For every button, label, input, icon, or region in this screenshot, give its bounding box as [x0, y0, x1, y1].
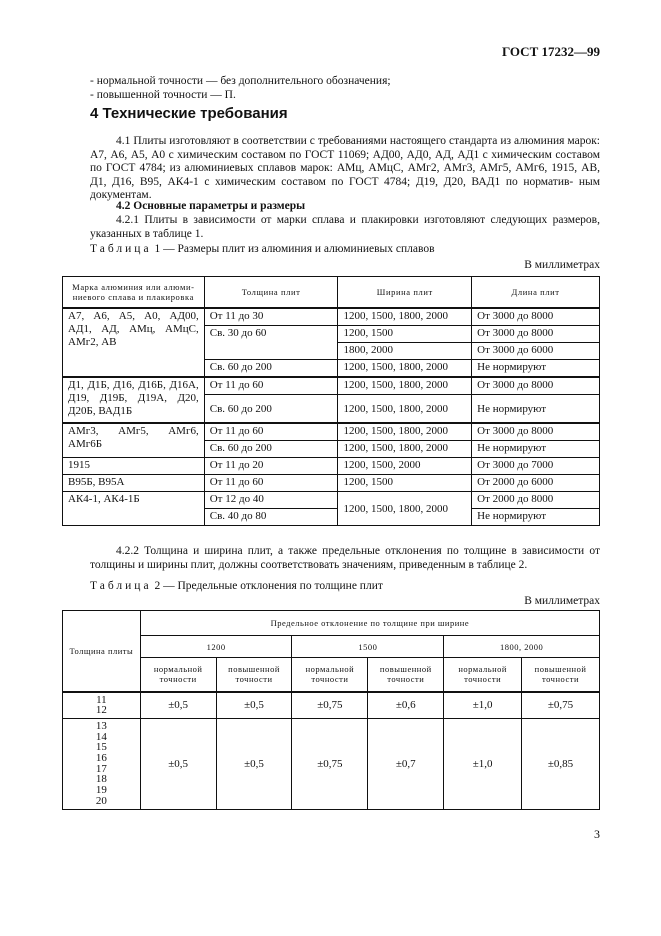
table-header-row	[63, 277, 600, 309]
table-row: 13 14 15 16 17 18 19 20 ±0,5 ±0,5 ±0,75 ±0,7 ±1,0 ±0,85	[63, 718, 600, 809]
grade-cell: В95Б, В95А	[63, 475, 205, 492]
table-1-caption: Таблица 1 — Размеры плит из алюминия и алюминиевых сплавов	[90, 243, 435, 255]
column-header: повышенной точности	[522, 658, 600, 692]
paragraph-4-1: 4.1 Плиты изготовляют в соответствии с требованиями настоящего стандарта из алюминия марок: А7, А6, А5, А0 с химическим составом по ГОСТ 11069; АД00, АД0, АД, АД1 с химическим составом по ГОСТ 4784; из алюминиевых сплавов марок: АМц, АМцС, АМг2, АМг3, АМг5, АМг6, 1915, АВ, Д1, Д16, В95, АК4-1 с химическим составом по ГОСТ 4784; Д19, Д20, ВАД1 по норматив- ным документам.	[90, 135, 601, 201]
table-row: 11 12 ±0,5 ±0,5 ±0,75 ±0,6 ±1,0 ±0,75	[63, 692, 600, 719]
column-header: Ширина плит	[338, 277, 472, 309]
column-header: Толщина плит	[204, 277, 338, 309]
column-header: 1500	[292, 636, 444, 658]
table-2-unit: В миллиметрах	[524, 595, 600, 607]
grade-cell: АМг3, АМг5, АМг6, АМг6Б	[63, 423, 205, 458]
paragraph-4-2-1: 4.2.1 Плиты в зависимости от марки сплава и плакировки изготовляют следующих размеров, указанных в таблице 1.	[90, 214, 600, 240]
table-row: Св. 40 до 80 Не нормируют	[63, 509, 600, 526]
table-row: Св. 30 до 60 1200, 1500 От 3000 до 8000	[63, 326, 600, 343]
table-row: Св. 60 до 200 1200, 1500, 1800, 2000 Не нормируют	[63, 441, 600, 458]
table-row: Св. 60 до 200 1200, 1500, 1800, 2000 Не нормируют	[63, 395, 600, 424]
table-row: АК4-1, АК4-1Б От 12 до 40 1200, 1500, 1800, 2000 От 2000 до 8000	[63, 492, 600, 509]
table-header-row	[63, 658, 600, 692]
table-row: Д1, Д1Б, Д16, Д16Б, Д16А, Д19, Д19Б, Д19А, Д20, Д20Б, ВАД1Б От 11 до 60 1200, 1500, 1800, 2000 От 3000 до 8000	[63, 377, 600, 395]
paragraph-4-2-2: 4.2.2 Толщина и ширина плит, а также предельные отклонения по толщине в зависимости от толщины и ширины плит, должны соответствовать значениям, приведенным в таблице 2.	[90, 545, 600, 571]
subsection-title: 4.2 Основные параметры и размеры	[116, 200, 306, 212]
column-header: Длина плит	[472, 277, 600, 309]
grade-cell: Д1, Д1Б, Д16, Д16Б, Д16А, Д19, Д19Б, Д19А, Д20, Д20Б, ВАД1Б	[63, 377, 205, 423]
bullet-item: - повышенной точности — П.	[90, 89, 236, 101]
section-title: 4 Технические требования	[90, 105, 288, 122]
column-header: Толщина плиты	[63, 611, 141, 692]
column-header: нормальной точности	[292, 658, 368, 692]
table-row: Св. 60 до 200 1200, 1500, 1800, 2000 Не нормируют	[63, 360, 600, 378]
table-header-row	[63, 611, 600, 636]
bullet-item: - нормальной точности — без дополнительного обозначения;	[90, 75, 391, 87]
table-2	[62, 610, 600, 810]
table-row: 1800, 2000 От 3000 до 6000	[63, 343, 600, 360]
grade-cell: АК4-1, АК4-1Б	[63, 492, 205, 526]
table-row: АМг3, АМг5, АМг6, АМг6Б От 11 до 60 1200, 1500, 1800, 2000 От 3000 до 8000	[63, 423, 600, 441]
document-id-header: ГОСТ 17232—99	[501, 44, 600, 59]
thickness-cell: 11 12	[63, 692, 141, 719]
table-row: А7, А6, А5, А0, АД00, АД1, АД, АМц, АМцС, АМг2, АВ От 11 до 30 1200, 1500, 1800, 2000 От 3000 до 8000	[63, 308, 600, 326]
thickness-cell: 13 14 15 16 17 18 19 20	[63, 718, 141, 809]
column-header: нормальной точности	[444, 658, 522, 692]
column-header: 1800, 2000	[444, 636, 600, 658]
table-header-row	[63, 636, 600, 658]
table-2-caption: Таблица 2 — Предельные отклонения по толщине плит	[90, 580, 383, 592]
column-header: повышенной точности	[368, 658, 444, 692]
table-1-unit: В миллиметрах	[524, 259, 600, 271]
table-row: В95Б, В95А От 11 до 60 1200, 1500 От 2000 до 6000	[63, 475, 600, 492]
grade-cell: 1915	[63, 458, 205, 475]
column-header: Марка алюминия или алюми-ниевого сплава и плакировка	[63, 277, 205, 309]
page-number: 3	[594, 827, 600, 841]
table-1	[62, 276, 600, 526]
column-header: Предельное отклонение по толщине при ширине	[140, 611, 599, 636]
column-header: повышенной точности	[216, 658, 292, 692]
table-row: 1915 От 11 до 20 1200, 1500, 2000 От 3000 до 7000	[63, 458, 600, 475]
column-header: 1200	[140, 636, 292, 658]
grade-cell: А7, А6, А5, А0, АД00, АД1, АД, АМц, АМцС, АМг2, АВ	[63, 308, 205, 377]
column-header: нормальной точности	[140, 658, 216, 692]
